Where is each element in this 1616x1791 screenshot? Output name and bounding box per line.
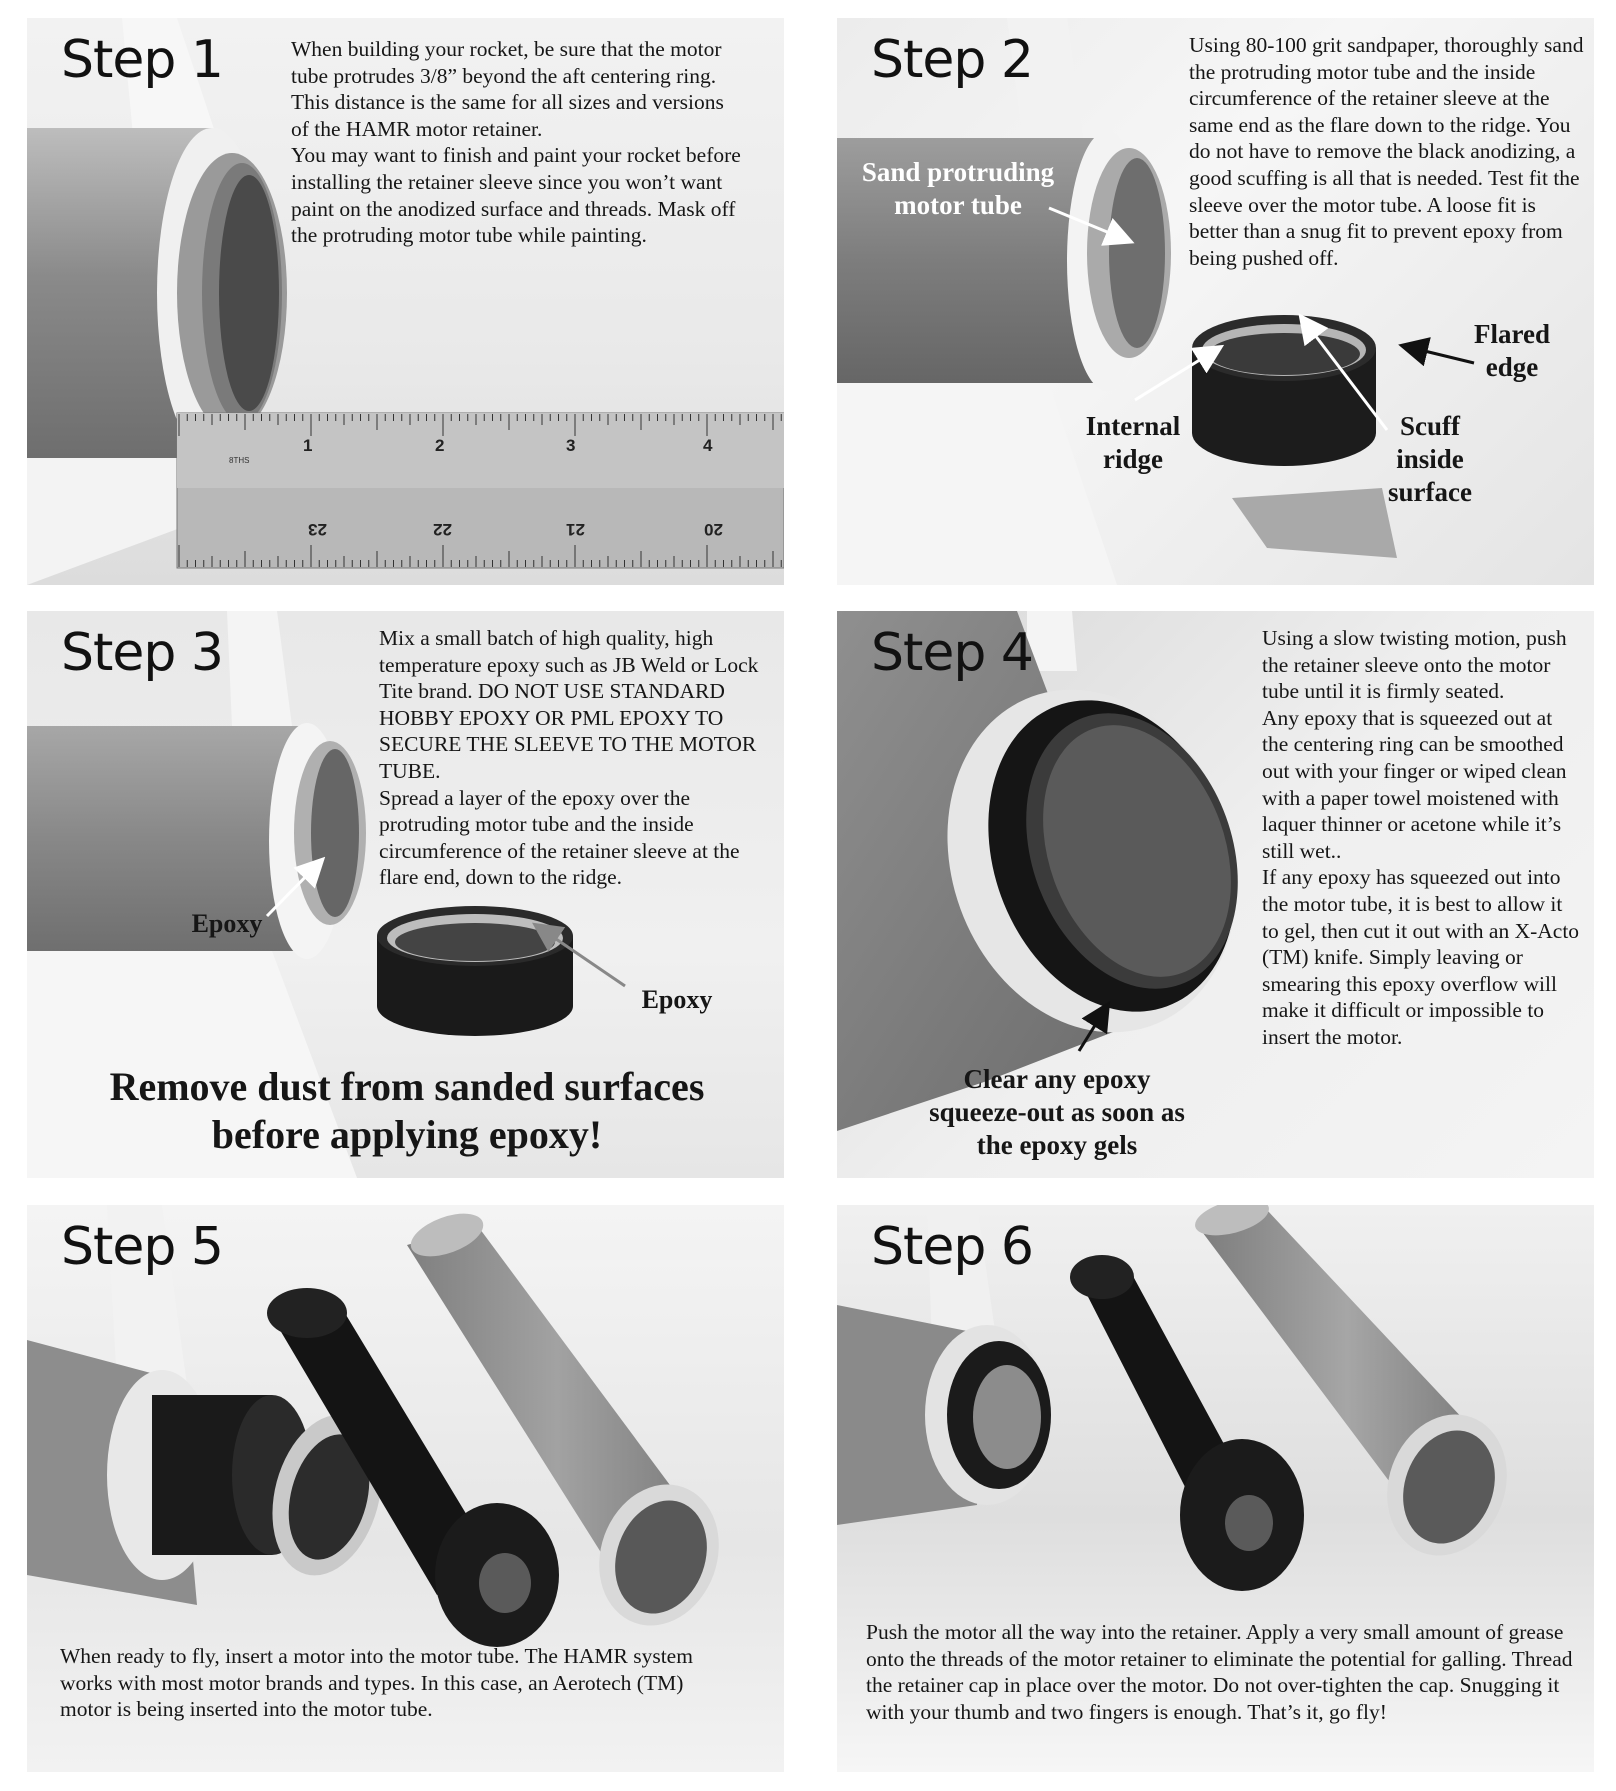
step-2-instructions: Using 80-100 grit sandpaper, thoroughly sand the protruding motor tube and the inside circumference of the retainer sleeve at the same end as the flare down to the ridge. You do not have to remove the black anodizing, a good scuffing is all that is needed. Test fit the sleeve over the motor tube. A loose fit is better than a snug fit to prevent epoxy from being pushed off. <box>1189 33 1584 270</box>
ruler-mark: 8THS <box>229 456 250 465</box>
step-5-instructions: When ready to fly, insert a motor into the motor tube. The HAMR system works with most motor brands and types. In this case, an Aerotech (TM) motor is being inserted into the motor tube. <box>60 1644 693 1722</box>
step-4-paragraph: If any epoxy has squeezed out into the motor tube, it is best to allow it to gel, then cut it out with an X-Acto (TM) knife. Simply leaving or smearing this epoxy overflow will make it difficult or impossible to insert the motor. <box>1262 865 1580 1049</box>
callout-epoxy-sleeve: Epoxy <box>641 985 713 1014</box>
ruler <box>177 413 784 568</box>
callout-flared-edge: Flared edge <box>1474 319 1550 382</box>
step-2-panel <box>837 18 1594 585</box>
step-4-panel <box>837 611 1594 1178</box>
ruler-bottom-number: 22 <box>433 520 452 539</box>
step-5-panel <box>27 1205 784 1772</box>
step-title: Step 6 <box>871 1217 1034 1277</box>
ruler-top-number: 4 <box>703 436 713 455</box>
callout-sand-motor-tube: Sand protruding motor tube <box>861 157 1055 220</box>
step-3-paragraph: Mix a small batch of high quality, high temperature epoxy such as JB Weld or Lock Tite brand. DO NOT USE STANDARD HOBBY EPOXY OR PML EPOXY TO SECURE THE SLEEVE TO THE MOTOR TUBE. <box>379 626 759 783</box>
step-1-paragraph: You may want to finish and paint your rocket before installing the retainer sleeve since you won’t want paint on the anodized surface and threads. Mask off the protruding motor tube while painting. <box>291 143 741 248</box>
step-title: Step 2 <box>871 30 1034 90</box>
step-3-panel <box>27 611 784 1178</box>
step-1-paragraph: When building your rocket, be sure that the motor tube protrudes 3/8” beyond the aft centering ring. This distance is the same for all sizes and versions of the HAMR motor retainer. <box>291 37 724 141</box>
callout-internal-ridge: Internal ridge <box>1085 411 1181 474</box>
step-6-instructions: Push the motor all the way into the retainer. Apply a very small amount of grease onto the threads of the motor retainer to eliminate the potential for galling. Thread the retainer cap in place over the motor. Do not over-tighten the cap. Snugging it with your thumb and two fingers is enough. That’s it, go fly! <box>866 1620 1573 1724</box>
step-title: Step 1 <box>61 30 224 90</box>
step-6-panel <box>837 1205 1594 1772</box>
ruler-bottom-number: 23 <box>308 520 327 539</box>
ruler-top-number: 3 <box>566 436 576 455</box>
callout-scuff-inside: Scuff inside surface <box>1388 411 1472 507</box>
step-1-panel <box>27 18 784 585</box>
step-4-instructions <box>1262 625 1582 1051</box>
warning-remove-dust: Remove dust from sanded surfaces before applying epoxy! <box>109 1064 705 1157</box>
step-title: Step 4 <box>871 623 1034 683</box>
ruler-bottom-number: 20 <box>704 520 723 539</box>
step-title: Step 5 <box>61 1217 224 1277</box>
callout-epoxy-tube: Epoxy <box>191 909 263 938</box>
step-4-paragraph: Any epoxy that is squeezed out at the centering ring can be smoothed out with your finger or wiped clean with a paper towel moistened with laquer thinner or acetone while it’s still wet.. <box>1262 705 1567 863</box>
ruler-top-number: 1 <box>303 436 313 455</box>
ruler-top-number: 2 <box>435 436 445 455</box>
ruler-bottom-number: 21 <box>566 520 585 539</box>
step-3-instructions <box>379 625 769 891</box>
callout-clear-epoxy: Clear any epoxy squeeze-out as soon as the epoxy gels <box>929 1064 1185 1160</box>
step-3-paragraph: Spread a layer of the epoxy over the protruding motor tube and the inside circumference of the retainer sleeve at the flare end, down to the ridge. <box>379 785 740 890</box>
step-title: Step 3 <box>61 623 224 683</box>
step-4-paragraph: Using a slow twisting motion, push the retainer sleeve onto the motor tube until it is firmly seated. <box>1262 626 1567 704</box>
step-1-instructions <box>291 36 746 249</box>
